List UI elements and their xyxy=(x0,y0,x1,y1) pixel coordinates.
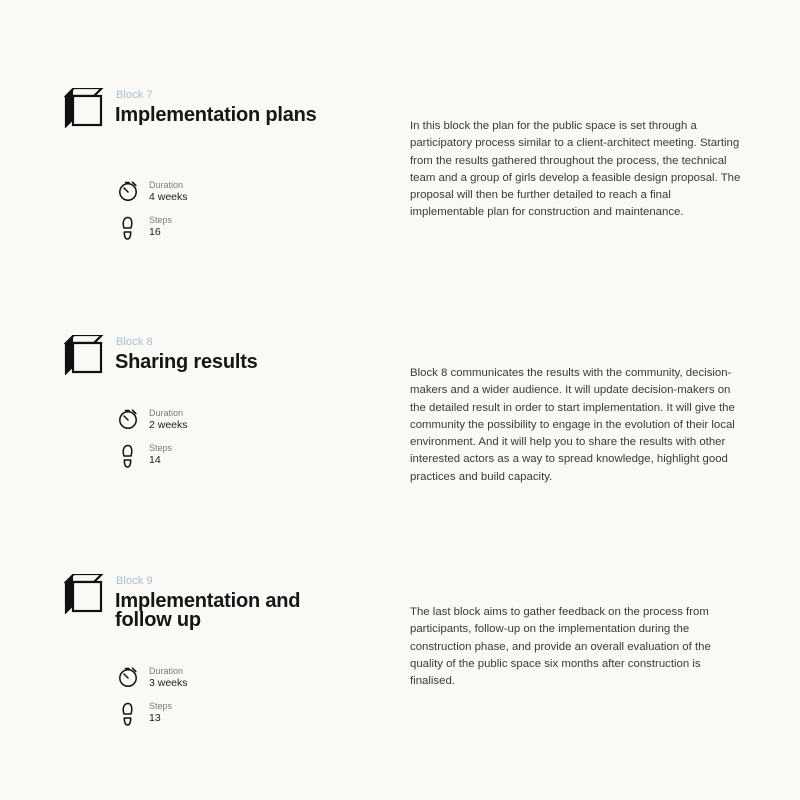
stopwatch-icon xyxy=(118,408,140,430)
duration-value: 3 weeks xyxy=(149,677,188,689)
steps-label: Steps xyxy=(149,701,173,711)
duration-value: 4 weeks xyxy=(149,191,188,203)
duration-label: Duration xyxy=(149,408,184,418)
block-description: In this block the plan for the public space is set through a participatory process similar to a client-architect meeting. Starting from the results gathered throughout the process, the technical team and a group of girls develop a feasible design proposal. The proposal will then be further detailed to reach a final implementable plan for construction and maintenance. xyxy=(410,120,741,219)
block-label: Block 7 xyxy=(116,89,153,101)
cube-icon xyxy=(64,574,104,614)
duration-label: Duration xyxy=(149,666,184,676)
steps-label: Steps xyxy=(149,443,173,453)
block-label: Block 9 xyxy=(116,575,153,587)
footprint-icon xyxy=(118,215,140,241)
block-title: Implementation plans xyxy=(115,104,317,126)
steps-value: 14 xyxy=(149,454,161,466)
duration-value: 2 weeks xyxy=(149,419,188,431)
cube-icon xyxy=(64,335,104,375)
cube-icon xyxy=(64,88,104,128)
block-description: Block 8 communicates the results with the community, decision-makers and a wider audience. It will update decision-makers on the detailed result in order to start implementation. It will give the community the possibility to engage in the evolution of their local environment. And it will help you to share the results with other interested actors as a way to spread knowledge, highlight good practices and build capacity. xyxy=(410,367,735,483)
stopwatch-icon xyxy=(118,666,140,688)
stopwatch-icon xyxy=(118,180,140,202)
block-title: Sharing results xyxy=(115,351,258,373)
footprint-icon xyxy=(118,443,140,469)
block-label: Block 8 xyxy=(116,336,153,348)
steps-value: 16 xyxy=(149,226,161,238)
steps-value: 13 xyxy=(149,712,161,724)
steps-label: Steps xyxy=(149,215,173,225)
footprint-icon xyxy=(118,701,140,727)
block-title: Implementation and follow up xyxy=(115,590,301,631)
duration-label: Duration xyxy=(149,180,184,190)
block-description: The last block aims to gather feedback on the process from participants, follow-up on the implementation during the construction phase, and provide an overall evaluation of the quality of the public space six months after construction is finalised. xyxy=(410,606,711,688)
